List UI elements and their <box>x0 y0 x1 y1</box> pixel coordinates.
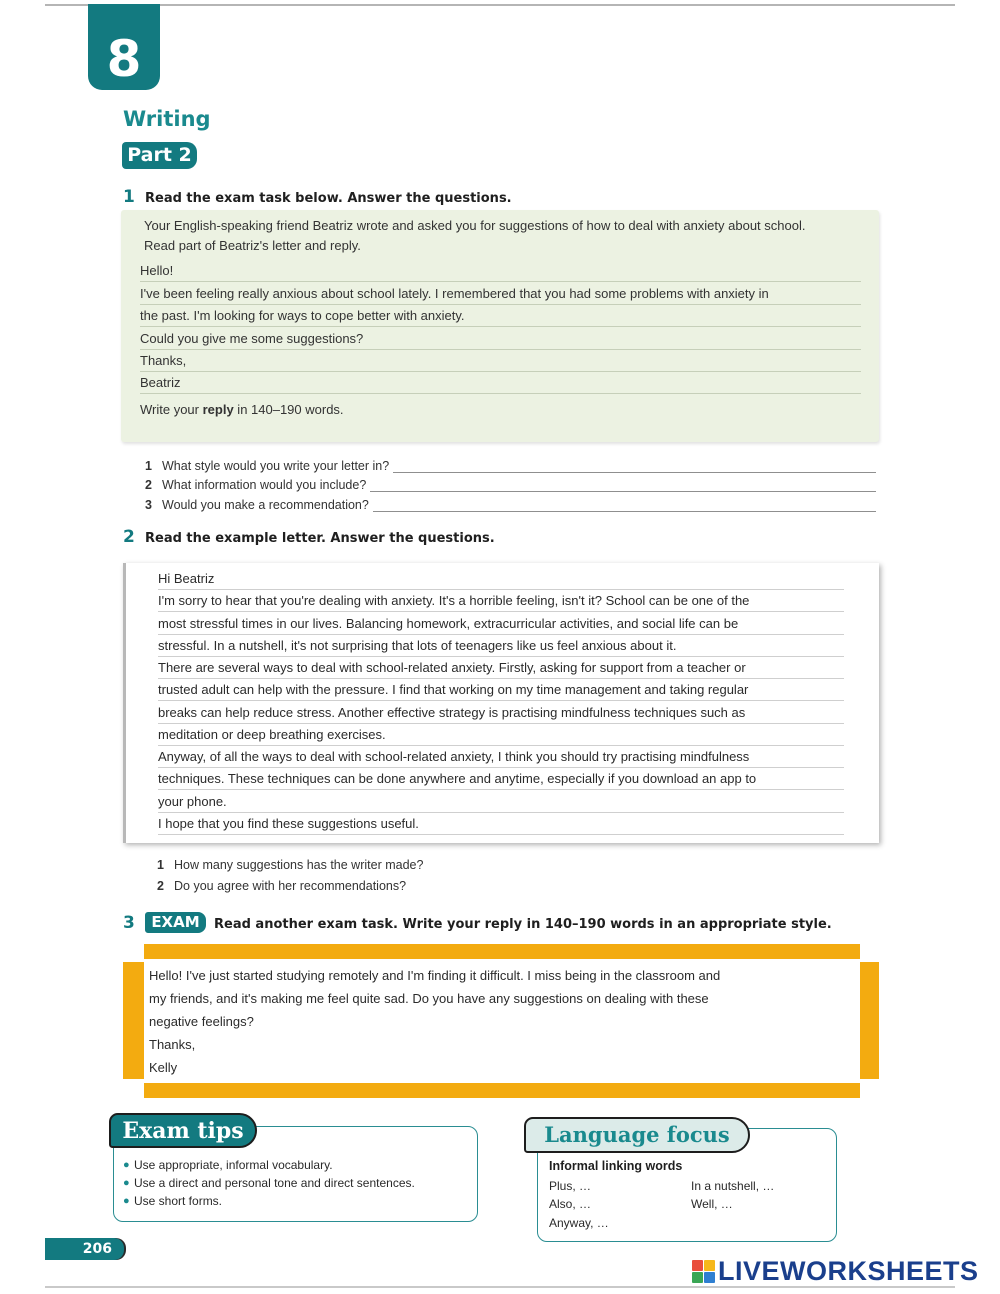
question-number: 1 <box>145 459 152 473</box>
liveworksheets-logo <box>692 1256 979 1287</box>
question-number: 2 <box>157 879 164 893</box>
task-intro-line: Read part of Beatriz's letter and reply. <box>144 238 361 253</box>
question-number: 3 <box>145 498 152 512</box>
letter-line: Beatriz <box>140 372 861 394</box>
section-title: Writing <box>123 107 211 131</box>
exercise-2-instruction: Read the example letter. Answer the questions. <box>145 531 495 546</box>
exam-task-frame <box>123 944 879 1098</box>
example-letter-line: meditation or deep breathing exercises. <box>158 724 844 746</box>
question-row <box>145 493 876 512</box>
exam-letter-line: my friends, and it's making me feel quite sad. Do you have any suggestions on dealing with these <box>149 991 709 1006</box>
example-letter-line: breaks can help reduce stress. Another effective strategy is practising mindfulness techniques such as <box>158 702 844 724</box>
frame-bottom-bar <box>144 1083 860 1098</box>
example-letter-line: trusted adult can help with the pressure. I find that working on my time management and taking regular <box>158 679 844 701</box>
example-letter-line: most stressful times in our lives. Balancing homework, extracurricular activities, and social life can be <box>158 613 844 635</box>
exercise-3-number: 3 <box>123 913 135 933</box>
exam-task-box <box>121 210 879 442</box>
liveworksheets-wordmark: LIVEWORKSHEETS <box>718 1256 979 1286</box>
question-text: Do you agree with her recommendations? <box>174 879 407 893</box>
footer-pre: Write your <box>140 402 203 417</box>
linking-word: Well, … <box>691 1197 733 1211</box>
question-text: What style would you write your letter in? <box>162 459 390 473</box>
question-row <box>157 874 406 893</box>
exercise-3-instruction: Read another exam task. Write your reply in 140–190 words in an appropriate style. <box>214 917 832 932</box>
question-number: 1 <box>157 858 164 872</box>
frame-left-bar <box>123 962 144 1079</box>
frame-right-bar <box>860 962 879 1079</box>
letter-line: Could you give me some suggestions? <box>140 328 861 350</box>
exam-badge: EXAM <box>145 912 206 933</box>
linking-word: Anyway, … <box>549 1216 609 1230</box>
exercise-2-number: 2 <box>123 527 135 547</box>
example-letter-line: stressful. In a nutshell, it's not surprising that lots of teenagers like us feel anxious about it. <box>158 635 844 657</box>
footer-post: in 140–190 words. <box>233 402 344 417</box>
question-text: What information would you include? <box>162 478 367 492</box>
footer-bold: reply <box>202 402 234 417</box>
page-number: 206 <box>45 1238 124 1260</box>
exam-letter-line: Hello! I've just started studying remotely and I'm finding it difficult. I miss being in the classroom and <box>149 968 721 983</box>
top-divider <box>45 4 955 6</box>
example-letter-line: your phone. <box>158 791 844 813</box>
letter-line: I've been feeling really anxious about school lately. I remembered that you had some problems with anxiety in <box>140 283 861 305</box>
exam-tip <box>122 1192 415 1210</box>
exam-tips-title: Exam tips <box>109 1113 257 1148</box>
letter-line: the past. I'm looking for ways to cope better with anxiety. <box>140 305 861 327</box>
linking-word: Also, … <box>549 1197 592 1211</box>
question-row <box>145 473 876 492</box>
bullet-icon: ● <box>123 1177 130 1189</box>
liveworksheets-grid-icon <box>692 1260 715 1283</box>
task-word-count <box>140 402 344 417</box>
exam-tips-list <box>122 1156 415 1210</box>
exam-tip-text: Use appropriate, informal vocabulary. <box>134 1158 333 1172</box>
bullet-icon: ● <box>123 1195 130 1207</box>
example-letter-line: I hope that you find these suggestions useful. <box>158 813 844 835</box>
question-row <box>157 853 423 872</box>
linking-word: In a nutshell, … <box>691 1179 775 1193</box>
bottom-divider <box>45 1286 955 1288</box>
example-letter-line: There are several ways to deal with school-related anxiety. Firstly, asking for support from a teacher or <box>158 657 844 679</box>
answer-line[interactable] <box>370 479 876 492</box>
exam-tip <box>122 1174 415 1192</box>
exam-task-letter <box>149 964 849 1079</box>
exercise-1-number: 1 <box>123 187 135 207</box>
task-intro-line: Your English-speaking friend Beatriz wrote and asked you for suggestions of how to deal with anxiety about school. <box>144 218 806 233</box>
linking-word: Plus, … <box>549 1179 592 1193</box>
question-row <box>145 454 876 473</box>
answer-line[interactable] <box>393 460 876 473</box>
example-letter-box <box>123 563 879 843</box>
language-focus-title: Language focus <box>524 1117 750 1153</box>
bullet-icon: ● <box>123 1159 130 1171</box>
example-letter-line: techniques. These techniques can be done anywhere and anytime, especially if you download an app to <box>158 768 844 790</box>
question-text: Would you make a recommendation? <box>162 498 369 512</box>
letter-line: Thanks, <box>140 350 861 372</box>
letter-line: Hello! <box>140 260 861 282</box>
exam-tip-text: Use short forms. <box>134 1194 223 1208</box>
part-badge: Part 2 <box>122 142 197 169</box>
example-letter-line: Hi Beatriz <box>158 568 844 590</box>
example-letter-line: Anyway, of all the ways to deal with school-related anxiety, I think you should try practising mindfulness <box>158 746 844 768</box>
exam-letter-line: Thanks, <box>149 1037 196 1052</box>
exam-letter-line: Kelly <box>149 1060 178 1075</box>
exam-letter-line: negative feelings? <box>149 1014 254 1029</box>
unit-number-tab: 8 <box>88 4 160 90</box>
answer-line[interactable] <box>373 499 876 512</box>
question-number: 2 <box>145 478 152 492</box>
exercise-1-instruction: Read the exam task below. Answer the questions. <box>145 191 512 206</box>
exam-tip <box>122 1156 415 1174</box>
task-intro <box>144 216 879 256</box>
frame-top-bar <box>144 944 860 959</box>
language-focus-heading: Informal linking words <box>549 1159 683 1173</box>
exam-tip-text: Use a direct and personal tone and direct sentences. <box>134 1176 415 1190</box>
question-text: How many suggestions has the writer made? <box>174 858 424 872</box>
example-letter-line: I'm sorry to hear that you're dealing with anxiety. It's a horrible feeling, isn't it? School can be one of the <box>158 590 844 612</box>
